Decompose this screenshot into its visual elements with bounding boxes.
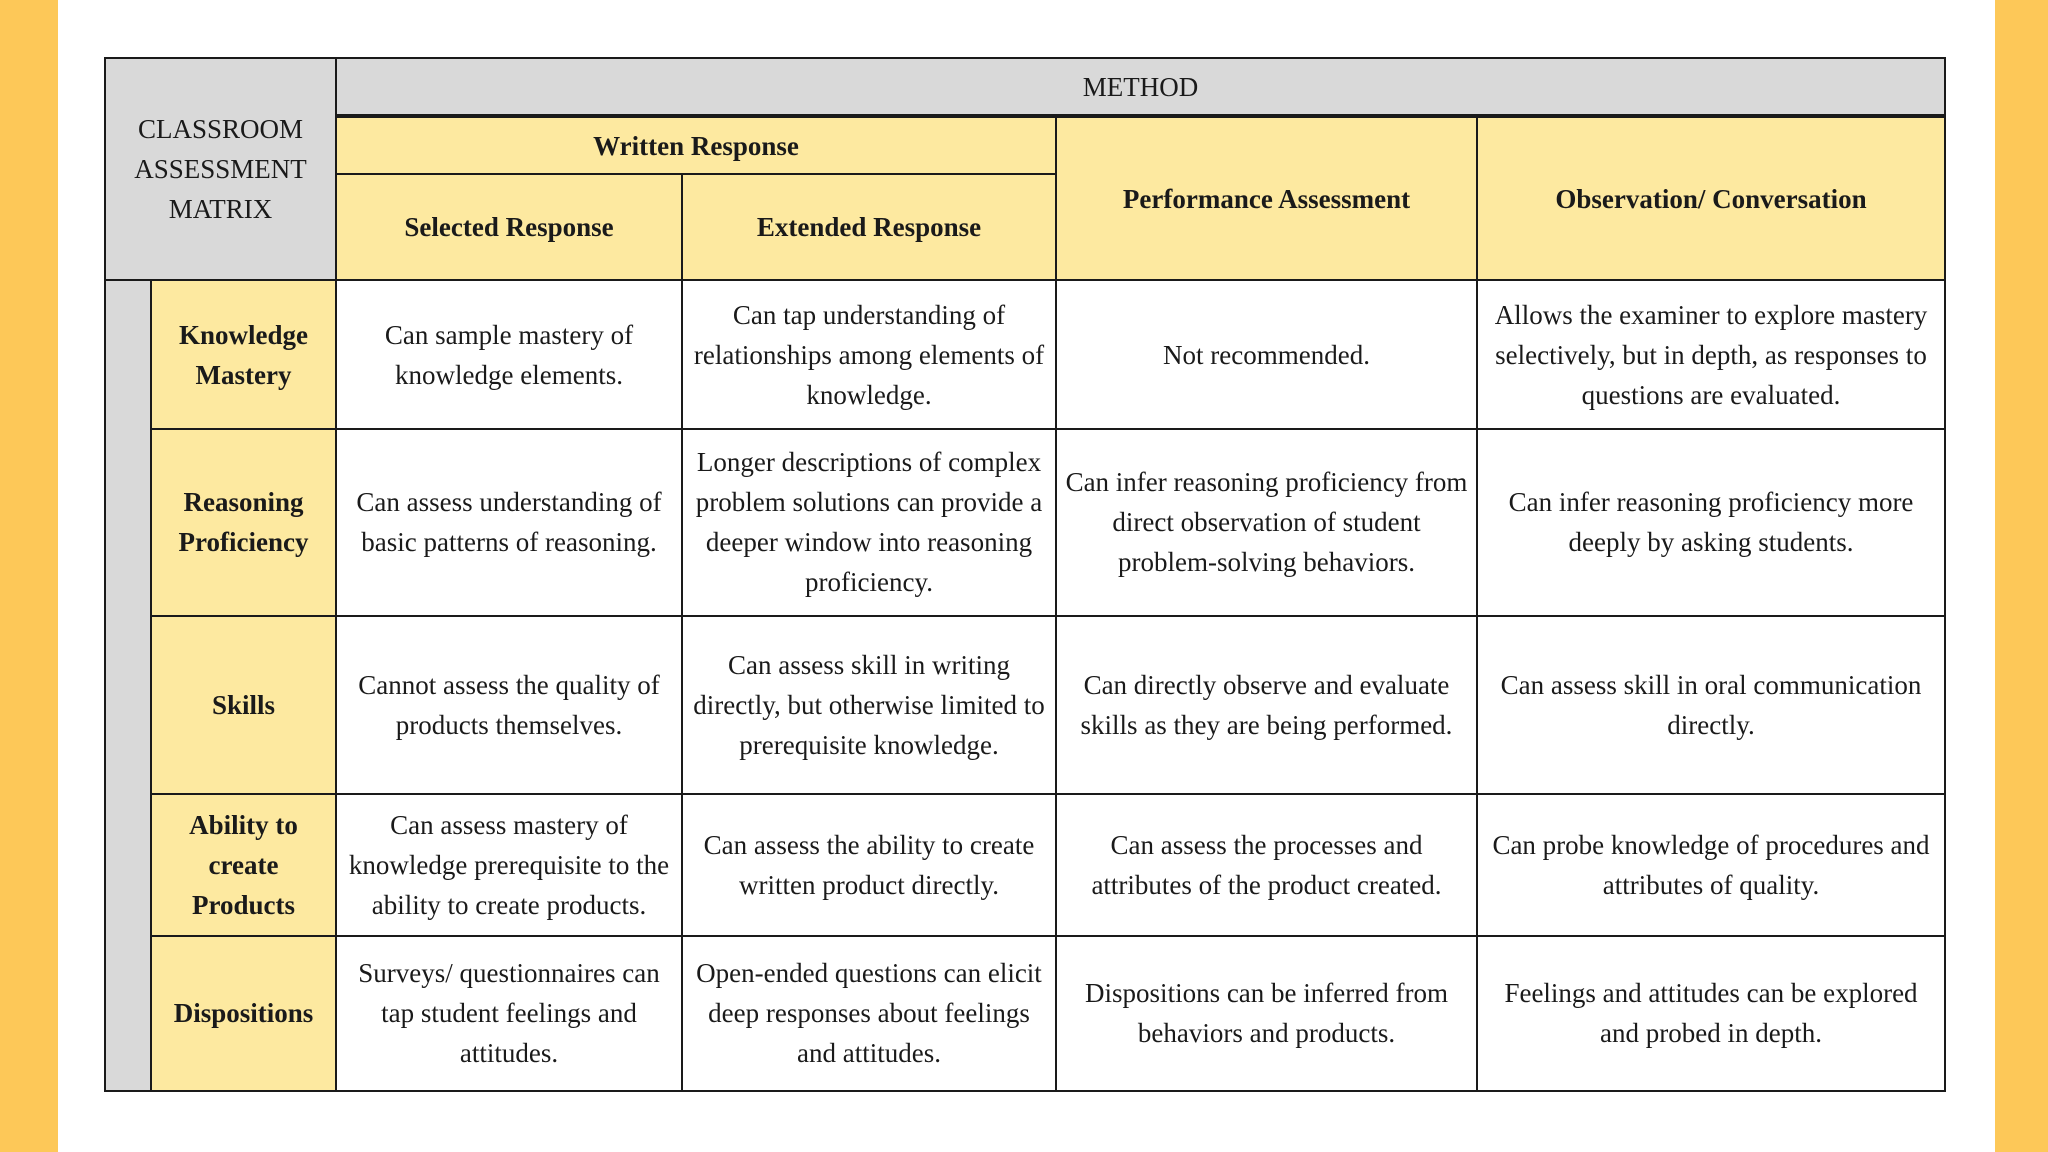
written-response-header — [336, 116, 1056, 174]
extended-response-label: Extended Response — [756, 212, 982, 243]
table-row — [105, 794, 1945, 935]
corner-title: CLASSROOM ASSESSMENT MATRIX — [134, 114, 307, 225]
table-cell: Can assess the ability to create written product directly. — [682, 794, 1056, 935]
table-cell: Can probe knowledge of procedures and attributes of quality. — [1477, 794, 1945, 935]
performance-assessment-label: Performance Assessment — [1122, 183, 1411, 214]
table-cell: Feelings and attitudes can be explored and probed in depth. — [1477, 936, 1945, 1091]
row-header-knowledge-mastery: Knowledge Mastery — [151, 280, 336, 428]
table-row — [105, 936, 1945, 1091]
table-cell: Dispositions can be inferred from behaviors and products. — [1056, 936, 1477, 1091]
row-header-ability-to-create-products: Ability to create Products — [151, 794, 336, 935]
observation-conversation-label: Observation/ Conversation — [1555, 183, 1867, 214]
row-header-dispositions: Dispositions — [151, 936, 336, 1091]
selected-response-label: Selected Response — [404, 212, 614, 243]
table-cell: Cannot assess the quality of products themselves. — [336, 616, 682, 794]
learning-target-header — [105, 280, 151, 1091]
method-label: METHOD — [1082, 71, 1199, 102]
assessment-matrix-table — [104, 57, 1946, 1092]
table-cell: Not recommended. — [1056, 280, 1477, 428]
table-cell: Can assess mastery of knowledge prerequisite to the ability to create products. — [336, 794, 682, 935]
table-cell: Can assess the processes and attributes of the product created. — [1056, 794, 1477, 935]
table-cell: Can sample mastery of knowledge elements. — [336, 280, 682, 428]
table-row — [105, 280, 1945, 428]
table-cell: Can infer reasoning proficiency from direct observation of student problem-solving behaviors. — [1056, 429, 1477, 616]
table-cell: Surveys/ questionnaires can tap student feelings and attitudes. — [336, 936, 682, 1091]
table-cell: Can assess skill in writing directly, but otherwise limited to prerequisite knowledge. — [682, 616, 1056, 794]
corner-title-cell — [105, 58, 336, 280]
table-row — [105, 429, 1945, 616]
table-cell: Can assess understanding of basic patterns of reasoning. — [336, 429, 682, 616]
table-cell: Can infer reasoning proficiency more deeply by asking students. — [1477, 429, 1945, 616]
table-cell: Can assess skill in oral communication directly. — [1477, 616, 1945, 794]
table-row — [105, 616, 1945, 794]
observation-conversation-header — [1477, 116, 1945, 280]
row-header-skills: Skills — [151, 616, 336, 794]
table-cell: Allows the examiner to explore mastery selectively, but in depth, as responses to questions are evaluated. — [1477, 280, 1945, 428]
performance-assessment-header — [1056, 116, 1477, 280]
method-header — [336, 58, 1945, 116]
selected-response-header — [336, 174, 682, 280]
slide-page — [58, 0, 1995, 1152]
table-cell: Longer descriptions of complex problem solutions can provide a deeper window into reasoning proficiency. — [682, 429, 1056, 616]
table-cell: Open-ended questions can elicit deep responses about feelings and attitudes. — [682, 936, 1056, 1091]
table-cell: Can directly observe and evaluate skills as they are being performed. — [1056, 616, 1477, 794]
extended-response-header — [682, 174, 1056, 280]
row-header-reasoning-proficiency: Reasoning Proficiency — [151, 429, 336, 616]
table-cell: Can tap understanding of relationships among elements of knowledge. — [682, 280, 1056, 428]
written-response-label: Written Response — [593, 130, 799, 161]
